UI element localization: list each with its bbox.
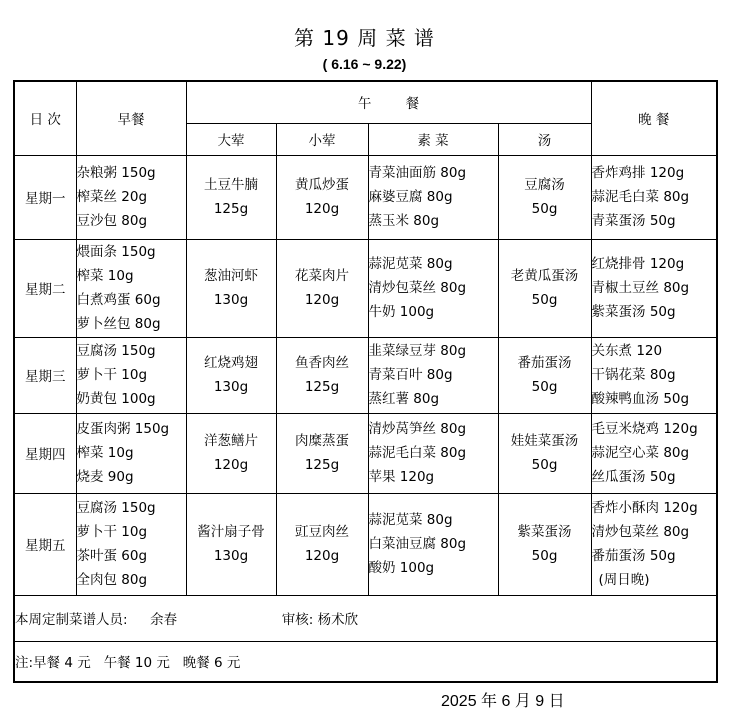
vegetable-cell bbox=[368, 493, 498, 595]
reviewer-name: 杨术欣 bbox=[317, 612, 359, 628]
small-meat-cell bbox=[276, 155, 368, 239]
dish-weight: 125g bbox=[304, 379, 340, 395]
date-range: ( 6.16 ~ 9.22) bbox=[322, 56, 407, 72]
breakfast-cell bbox=[76, 155, 186, 239]
big-meat-cell bbox=[186, 155, 276, 239]
dinner-cell bbox=[591, 155, 717, 239]
breakfast-item: 全肉包 80g bbox=[76, 572, 148, 588]
soup-cell bbox=[498, 155, 591, 239]
dish-weight: 50g bbox=[531, 548, 558, 564]
veg-item: 蒜泥苋菜 80g bbox=[368, 512, 453, 528]
dinner-item: 丝瓜蛋汤 50g bbox=[591, 469, 676, 485]
dish-weight: 50g bbox=[531, 292, 558, 308]
dish-weight: 120g bbox=[304, 548, 340, 564]
dinner-item: 紫菜蛋汤 50g bbox=[591, 304, 676, 320]
breakfast-item: 白煮鸡蛋 60g bbox=[76, 292, 161, 308]
day-label: 星期四 bbox=[14, 413, 76, 493]
soup-cell bbox=[498, 239, 591, 337]
dinner-item: 香炸鸡排 120g bbox=[591, 165, 685, 181]
veg-item: 清炒包菜丝 80g bbox=[368, 280, 467, 296]
dinner-item: 清炒包菜丝 80g bbox=[591, 524, 690, 540]
dinner-cell bbox=[591, 413, 717, 493]
breakfast-item: 皮蛋肉粥 150g bbox=[76, 421, 170, 437]
veg-item: 蒸红薯 80g bbox=[368, 391, 440, 407]
dish-weight: 125g bbox=[304, 457, 340, 473]
dinner-item: 红烧排骨 120g bbox=[591, 256, 685, 272]
dinner-cell bbox=[591, 239, 717, 337]
day-row-tuesday bbox=[14, 239, 717, 337]
dish-name: 番茄蛋汤 bbox=[517, 355, 572, 371]
issue-date: 2025 年 6 月 9 日 bbox=[441, 693, 565, 710]
breakfast-cell bbox=[76, 239, 186, 337]
breakfast-item: 豆腐汤 150g bbox=[76, 343, 156, 359]
dinner-item-note: (周日晚) bbox=[598, 572, 650, 588]
dish-name: 洋葱鳝片 bbox=[204, 433, 258, 449]
dish-name: 酱汁扇子骨 bbox=[197, 524, 265, 540]
breakfast-item: 萝卜丝包 80g bbox=[76, 316, 161, 332]
veg-item: 蒜泥苋菜 80g bbox=[368, 256, 453, 272]
veg-item: 蒜泥毛白菜 80g bbox=[368, 445, 467, 461]
veg-item: 青菜百叶 80g bbox=[368, 367, 453, 383]
dinner-item: 青菜蛋汤 50g bbox=[591, 213, 676, 229]
dinner-item: 酸辣鸭血汤 50g bbox=[591, 391, 690, 407]
dish-name: 黄瓜炒蛋 bbox=[295, 177, 349, 193]
dinner-item: 关东煮 120 bbox=[591, 343, 663, 359]
dinner-item: 青椒土豆丝 80g bbox=[591, 280, 690, 296]
dinner-item: 干锅花菜 80g bbox=[591, 367, 676, 383]
veg-item: 苹果 120g bbox=[368, 469, 435, 485]
small-meat-cell bbox=[276, 239, 368, 337]
breakfast-item: 豆腐汤 150g bbox=[76, 500, 156, 516]
dish-weight: 120g bbox=[304, 292, 340, 308]
soup-cell bbox=[498, 493, 591, 595]
veg-item: 青菜油面筋 80g bbox=[368, 165, 467, 181]
dish-weight: 120g bbox=[213, 457, 249, 473]
day-label: 星期三 bbox=[14, 337, 76, 413]
vegetable-cell bbox=[368, 413, 498, 493]
dish-name: 葱油河虾 bbox=[204, 268, 258, 284]
dinner-item: 香炸小酥肉 120g bbox=[591, 500, 698, 516]
breakfast-item: 茶叶蛋 60g bbox=[76, 548, 148, 564]
dish-name: 豆腐汤 bbox=[524, 177, 565, 193]
dish-name: 花菜肉片 bbox=[295, 268, 349, 284]
day-row-friday bbox=[14, 493, 717, 595]
vegetable-cell bbox=[368, 337, 498, 413]
dish-name: 土豆牛腩 bbox=[204, 177, 258, 193]
big-meat-cell bbox=[186, 413, 276, 493]
big-meat-cell bbox=[186, 239, 276, 337]
veg-item: 蒸玉米 80g bbox=[368, 213, 440, 229]
dish-weight: 120g bbox=[304, 201, 340, 217]
breakfast-item: 萝卜干 10g bbox=[76, 524, 148, 540]
veg-item: 酸奶 100g bbox=[368, 560, 435, 576]
small-meat-cell bbox=[276, 493, 368, 595]
breakfast-item: 豆沙包 80g bbox=[76, 213, 148, 229]
header-small-meat: 小荤 bbox=[276, 123, 368, 155]
breakfast-cell bbox=[76, 413, 186, 493]
breakfast-item: 烧麦 90g bbox=[76, 469, 134, 485]
veg-item: 韭菜绿豆芽 80g bbox=[368, 343, 467, 359]
dinner-item: 蒜泥毛白菜 80g bbox=[591, 189, 690, 205]
dish-weight: 125g bbox=[213, 201, 249, 217]
breakfast-cell bbox=[76, 493, 186, 595]
dish-weight: 50g bbox=[531, 201, 558, 217]
soup-cell bbox=[498, 337, 591, 413]
veg-item: 清炒莴笋丝 80g bbox=[368, 421, 467, 437]
dinner-cell bbox=[591, 493, 717, 595]
day-label: 星期一 bbox=[14, 155, 76, 239]
breakfast-item: 萝卜干 10g bbox=[76, 367, 148, 383]
dish-name: 鱼香肉丝 bbox=[295, 355, 349, 371]
dish-weight: 50g bbox=[531, 379, 558, 395]
dish-weight: 130g bbox=[213, 379, 249, 395]
footer-row bbox=[14, 595, 717, 641]
breakfast-item: 榨菜 10g bbox=[76, 268, 134, 284]
vegetable-cell bbox=[368, 155, 498, 239]
breakfast-item: 煨面条 150g bbox=[76, 244, 156, 260]
header-row-1 bbox=[14, 81, 717, 123]
header-big-meat: 大荤 bbox=[186, 123, 276, 155]
menu-table bbox=[13, 80, 718, 683]
breakfast-item: 榨菜 10g bbox=[76, 445, 134, 461]
day-label: 星期二 bbox=[14, 239, 76, 337]
dish-name: 紫菜蛋汤 bbox=[517, 524, 572, 540]
small-meat-cell bbox=[276, 337, 368, 413]
dish-name: 老黄瓜蛋汤 bbox=[510, 268, 579, 284]
soup-cell bbox=[498, 413, 591, 493]
header-lunch: 午 餐 bbox=[186, 81, 591, 123]
header-soup: 汤 bbox=[498, 123, 591, 155]
header-dinner: 晚 餐 bbox=[591, 81, 717, 155]
dish-name: 娃娃菜蛋汤 bbox=[510, 433, 579, 449]
big-meat-cell bbox=[186, 493, 276, 595]
day-row-wednesday bbox=[14, 337, 717, 413]
dish-weight: 130g bbox=[213, 548, 249, 564]
header-day: 日 次 bbox=[14, 81, 76, 155]
day-label: 星期五 bbox=[14, 493, 76, 595]
day-row-thursday bbox=[14, 413, 717, 493]
reviewer-label: 审核: bbox=[281, 612, 314, 628]
breakfast-item: 杂粮粥 150g bbox=[76, 165, 156, 181]
breakfast-item: 奶黄包 100g bbox=[76, 391, 156, 407]
dinner-item: 毛豆米烧鸡 120g bbox=[591, 421, 698, 437]
veg-item: 麻婆豆腐 80g bbox=[368, 189, 453, 205]
breakfast-cell bbox=[76, 337, 186, 413]
breakfast-item: 榨菜丝 20g bbox=[76, 189, 148, 205]
dinner-item: 番茄蛋汤 50g bbox=[591, 548, 676, 564]
footer-cell bbox=[14, 595, 717, 641]
dish-weight: 130g bbox=[213, 292, 249, 308]
small-meat-cell bbox=[276, 413, 368, 493]
dish-name: 红烧鸡翅 bbox=[204, 355, 258, 371]
dinner-item: 蒜泥空心菜 80g bbox=[591, 445, 690, 461]
big-meat-cell bbox=[186, 337, 276, 413]
veg-item: 牛奶 100g bbox=[368, 304, 435, 320]
note-row bbox=[14, 641, 717, 682]
dish-name: 豇豆肉丝 bbox=[295, 524, 349, 540]
dish-name: 肉糜蒸蛋 bbox=[295, 433, 349, 449]
header-vegetable: 素 菜 bbox=[368, 123, 498, 155]
vegetable-cell bbox=[368, 239, 498, 337]
veg-item: 白菜油豆腐 80g bbox=[368, 536, 467, 552]
day-row-monday bbox=[14, 155, 717, 239]
header-breakfast: 早餐 bbox=[76, 81, 186, 155]
maker-name: 余春 bbox=[150, 612, 178, 628]
dinner-cell bbox=[591, 337, 717, 413]
page-title: 第 19 周 菜 谱 bbox=[294, 26, 435, 50]
dish-weight: 50g bbox=[531, 457, 558, 473]
maker-label: 本周定制菜谱人员: bbox=[15, 612, 128, 628]
price-note: 注:早餐 4 元 午餐 10 元 晚餐 6 元 bbox=[14, 641, 717, 682]
